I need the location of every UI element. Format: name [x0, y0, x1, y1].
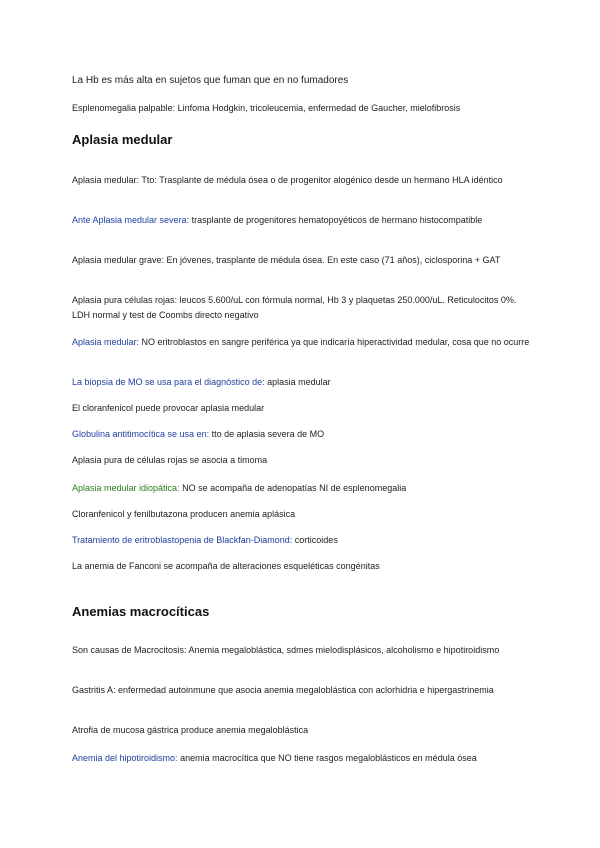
note-label: Ante Aplasia medular severa: [72, 215, 190, 225]
note-item: Cloranfenicol y fenilbutazona producen anemia aplásica [72, 509, 296, 519]
section-title-aplasia: Aplasia medular [72, 132, 173, 147]
note-item: Tratamiento de eritroblastopenia de Blackfan-Diamond: corticoides [72, 535, 338, 545]
note-item: Aplasia pura de células rojas se asocia a timoma [72, 455, 268, 465]
intro-line: Esplenomegalia palpable: Linfoma Hodgkin, tricoleucemia, enfermedad de Gaucher, mielofibrosis [72, 103, 461, 113]
section-title-macrociticas: Anemias macrocíticas [72, 604, 210, 619]
note-item: Anemia del hipotiroidismo: anemia macrocítica que NO tiene rasgos megaloblásticos en médula ósea [72, 753, 477, 763]
note-label: Globulina antitimocítica se usa en: [72, 429, 210, 439]
note-label: Tratamiento de eritroblastopenia de Blackfan-Diamond: [72, 535, 293, 545]
note-label: Aplasia medular: [72, 337, 140, 347]
note-label: Aplasia medular idiopática: [72, 483, 180, 493]
note-item: Atrofia de mucosa gástrica produce anemia megaloblástica [72, 725, 309, 735]
note-item: Gastritis A: enfermedad autoinmune que asocia anemia megaloblástica con aclorhidria e hipergastrinemia [72, 685, 494, 695]
note-item: Globulina antitimocítica se usa en: tto de aplasia severa de MO [72, 429, 325, 439]
note-item: Son causas de Macrocitosis: Anemia megaloblástica, sdmes mielodisplásicos, alcoholismo e hipotiroidismo [72, 645, 500, 655]
note-item: La anemia de Fanconi se acompaña de alteraciones esqueléticas congénitas [72, 561, 380, 571]
note-label: Anemia del hipotiroidismo: [72, 753, 178, 763]
note-item: Ante Aplasia medular severa: trasplante de progenitores hematopoyéticos de hermano histocompatible [72, 215, 483, 225]
intro-line: La Hb es más alta en sujetos que fuman que en no fumadores [72, 75, 349, 86]
note-item: Aplasia pura células rojas: leucos 5.600/uL con fórmula normal, Hb 3 y plaquetas 250.000/uL. Reticulocitos 0%. LDH normal y test de Coombs directo negativo [72, 295, 517, 320]
note-item: Aplasia medular grave: En jóvenes, trasplante de médula ósea. En este caso (71 años), ciclosporina + GAT [72, 255, 501, 265]
note-item: Aplasia medular: Tto: Trasplante de médula ósea o de progenitor alogénico desde un hermano HLA idéntico [72, 175, 503, 185]
note-item: Aplasia medular idiopática: NO se acompaña de adenopatías NI de esplenomegalia [72, 483, 407, 493]
note-item: El cloranfenicol puede provocar aplasia medular [72, 403, 265, 413]
note-label: La biopsia de MO se usa para el diagnóstico de: [72, 377, 265, 387]
note-item: La biopsia de MO se usa para el diagnóstico de: aplasia medular [72, 377, 331, 387]
note-item: Aplasia medular: NO eritroblastos en sangre periférica ya que indicaría hiperactividad medular, cosa que no ocurre [72, 337, 530, 347]
